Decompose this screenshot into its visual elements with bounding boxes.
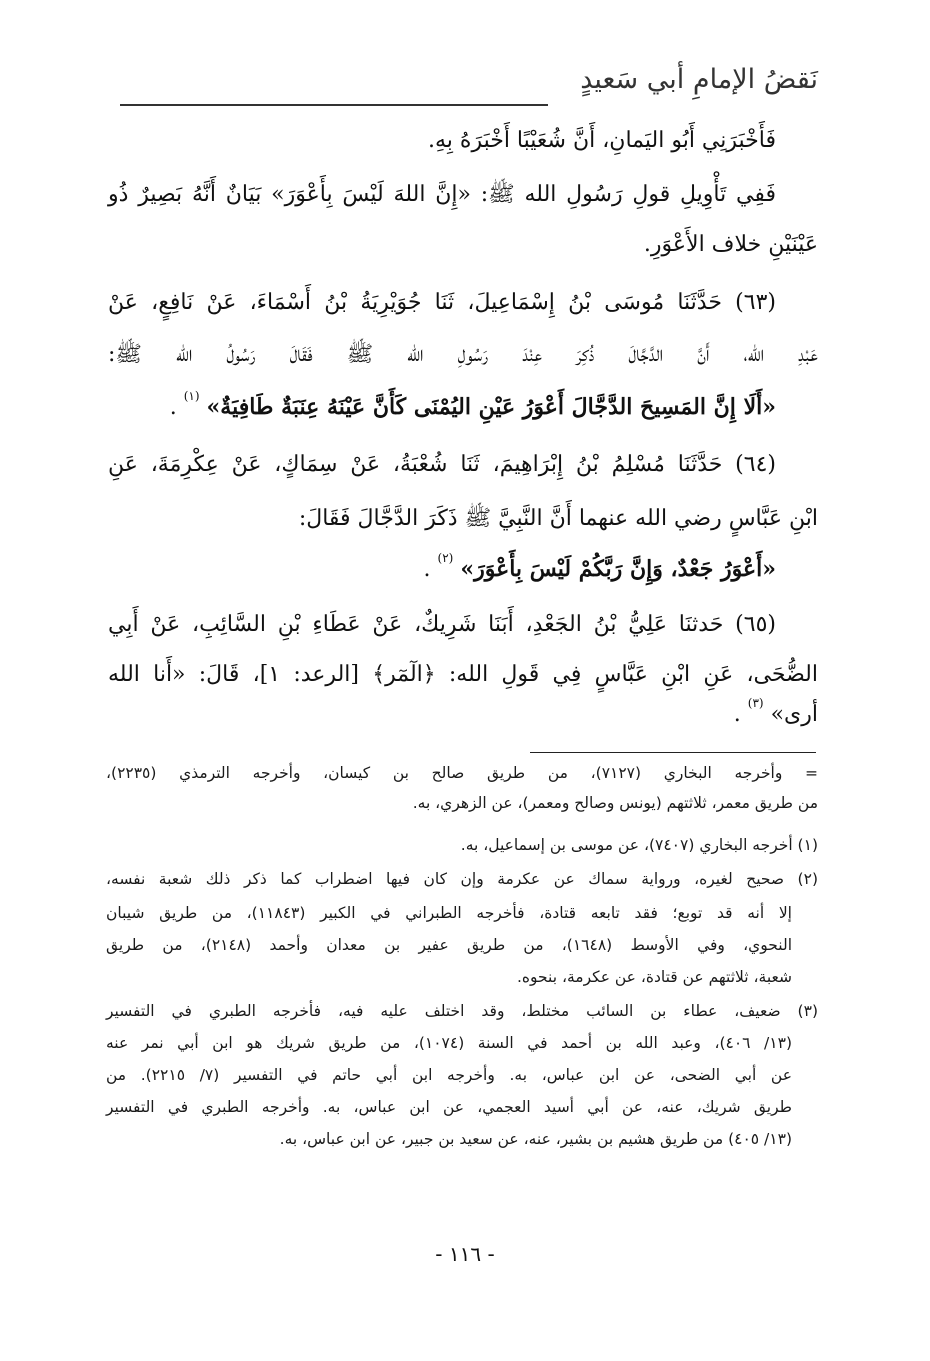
hadith-64-line-1: (٦٤) حَدَّثَنَا مُسْلِمُ بْنُ إِبْرَاهِيمَ، ثَنَا شُعْبَةُ، عَنْ سِمَاكٍ، عَنْ عِكْرِمَةَ، عَنِ bbox=[108, 452, 776, 477]
hadith-65-line-1: (٦٥) حَدثنَا عَلِيُّ بْنُ الجَعْدِ، أَبَنَا شَرِيكٌ، عَنْ عَطَاءِ بْنِ السَّائِبِ، عَنْ أَبِي bbox=[108, 612, 776, 637]
footnote-line: (١٣/ ٤٠٥) من طريق هشيم بن بشير، عنه، عن سعيد بن جبير، عن ابن عباس، به. bbox=[279, 1130, 792, 1148]
hadith-65-line-3 bbox=[108, 696, 818, 727]
hadith-63-line-1: (٦٣) حَدَّثَنَا مُوسَى بْنُ إِسْمَاعِيلَ، ثَنَا جُوَيْرِيَةُ بْنُ أَسْمَاءَ، عَنْ نَافِعٍ، عَنْ bbox=[108, 290, 776, 315]
text-line: فَفِي تَأْوِيلِ قولِ رَسُولِ الله ﷺ: «إِنَّ اللهَ لَيْسَ بِأَعْوَرَ» بَيَانٌ أَنَّهُ بَصِيرٌ ذُو bbox=[108, 182, 776, 207]
footnote-separator bbox=[530, 752, 816, 753]
footnote-ref-3: (٣) bbox=[747, 696, 764, 710]
footnote-line: إلا أنه قد توبع؛ فقد تابعه قتادة، فأخرجه الطبراني في الكبير (١١٨٤٣)، من طريق شيبان bbox=[106, 904, 792, 922]
text-line: فَأَخْبَرَنِي أَبُو اليَمانِ، أَنَّ شُعَيْبًا أَخْبَرَهُ بِهِ. bbox=[428, 128, 776, 153]
text-line: عَيْنَيْنِ خلاف الأَعْوَرِ. bbox=[643, 232, 818, 257]
footnote-ref-2: (٢) bbox=[437, 551, 454, 565]
footnote-3: (٣) ضعيف، عطاء بن السائب مختلط، وقد اختلف عليه فيه، فأخرجه الطبري في التفسير bbox=[106, 1002, 818, 1020]
running-header bbox=[108, 62, 818, 122]
full-stop: . bbox=[169, 395, 177, 420]
hadith-63-quote bbox=[108, 389, 818, 420]
footnote-1: (١) أخرجه البخاري (٧٤٠٧)، عن موسى بن إسماعيل، به. bbox=[460, 836, 818, 854]
header-rule bbox=[120, 104, 548, 106]
prophetic-saying: «أَلَا إِنَّ المَسِيحَ الدَّجَّالَ أَعْوَرُ عَيْنِ اليُمْنَى كَأَنَّ عَيْنَهُ عِنَبَةٌ طَافِيَةٌ» bbox=[206, 394, 776, 420]
footnote-line: النحوي، وفي الأوسط (١٦٤٨)، من طريق عفير بن معدان وأحمد (٢١٤٨)، من طريق bbox=[106, 936, 793, 954]
footnote-line: = وأخرجه البخاري (٧١٢٧)، من طريق صالح بن كيسان، وأخرجه الترمذي (٢٢٣٥)، bbox=[106, 764, 819, 782]
footnote-line: شعبة، ثلاثتهم عن قتادة، عن عكرمة، بنحوه. bbox=[517, 968, 792, 986]
footnote-line: من طريق معمر، ثلاثتهم (يونس وصالح ومعمر)، عن الزهري، به. bbox=[412, 794, 818, 812]
athar-text: أرى» bbox=[770, 702, 818, 727]
hadith-64-line-2: ابْنِ عَبَّاسٍ رضي الله عنهما أَنَّ النَّبِيَّ ﷺ ذَكَرَ الدَّجَّالَ فَقَالَ: bbox=[298, 506, 818, 531]
footnote-2: (٢) صحيح لغيره، ورواية سماك عن عكرمة وإن كان فيها اضطراب كما ذكر ذلك شعبة نفسه، bbox=[106, 870, 818, 888]
footnote-line: طريق شريك، عنه، عن أبي أسيد العجمي، عن ابن عباس، به. وأخرجه الطبري في التفسير bbox=[106, 1098, 792, 1116]
prophetic-saying: «أَعْوَرُ جَعْدٌ، وَإِنَّ رَبَّكُمْ لَيْسَ بِأَعْوَرَ» bbox=[460, 556, 776, 582]
footnote-ref-1: (١) bbox=[183, 389, 200, 403]
hadith-64-quote bbox=[108, 551, 818, 582]
footnote-line: عن أبي الضحى، عن ابن عباس، به. وأخرجه ابن أبي حاتم في التفسير (٧/ ٢٢١٥). من bbox=[106, 1066, 792, 1084]
hadith-65-line-2: الضُّحَى، عَنِ ابْنِ عَبَّاسٍ فِي قَولِ الله: ﴿الٓمٓر﴾ [الرعد: ١]، قَالَ: «أَنا الله bbox=[108, 662, 818, 687]
full-stop: . bbox=[423, 557, 431, 582]
page-number: - ١١٦ - bbox=[435, 1242, 495, 1266]
hadith-63-line-2: عَبْدِ الله، أَنَّ الدَّجَّالَ ذُكِرَ عِنْدَ رَسُولِ الله ﷺ فَقَالَ رَسُولُ الله ﷺ: bbox=[108, 342, 818, 367]
full-stop: . bbox=[733, 702, 741, 727]
header-title: نَقضُ الإمامِ أبي سَعيدٍ bbox=[580, 64, 818, 95]
footnote-line: (١٣/ ٤٠٦)، وعبد الله بن أحمد في السنة (١٠٧٤)، من طريق شريك هو ابن أبي نمر عنه bbox=[106, 1034, 793, 1052]
